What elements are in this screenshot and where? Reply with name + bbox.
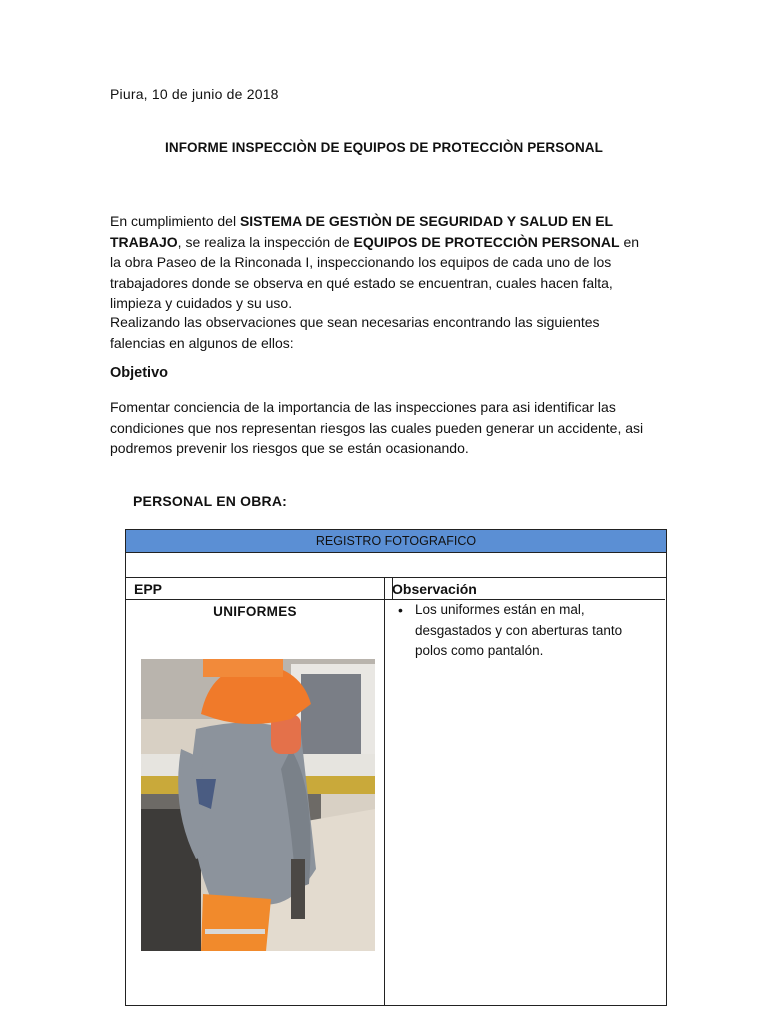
worker-uniform-photo: [141, 659, 375, 951]
row-label-uniformes: UNIFORMES: [213, 604, 297, 619]
column-header-observation: Observación: [385, 577, 665, 600]
intro-text-1: En cumplimiento del: [110, 213, 240, 229]
intro-paragraph-2: Realizando las observaciones que sean necesarias encontrando las siguientes falencias en algunos de ellos:: [110, 314, 600, 351]
intro-bold-2: EQUIPOS DE PROTECCIÒN PERSONAL: [353, 233, 620, 250]
table-column-divider: [384, 577, 385, 1005]
row-observation-uniformes: Los uniformes están en mal, desgastados y con aberturas tanto polos como pantalón.: [415, 602, 623, 658]
intro-text-3: en la obra Paseo de la Rinconada I, inspeccionando los equipos de cada uno de los trabajadores donde se observa en qué estado se encuentran, cuales hacen falta, limpieza y cuidados y su uso.: [110, 233, 640, 311]
intro-text-2: , se realiza la inspección de: [177, 233, 354, 250]
objective-heading: Objetivo: [110, 365, 169, 381]
personal-heading: PERSONAL EN OBRA:: [133, 493, 288, 509]
worker-photo-illustration: [141, 659, 375, 951]
column-header-epp: EPP: [126, 577, 393, 600]
table-header: REGISTRO FOTOGRAFICO: [126, 530, 666, 553]
document-title: INFORME INSPECCIÒN DE EQUIPOS DE PROTECCIÒN PERSONAL: [165, 140, 603, 155]
intro-paragraph: [110, 211, 650, 314]
bullet-icon: •: [398, 602, 403, 618]
table-empty-row: [126, 553, 666, 578]
objective-paragraph: Fomentar conciencia de la importancia de las inspecciones para asi identificar las condiciones que nos representan riesgos las cuales pueden generar un accidente, asi podremos prevenir los riesgos que se están ocasionando.: [110, 399, 644, 456]
intro-bold-1: SISTEMA DE GESTIÒN DE SEGURIDAD Y SALUD EN EL TRABAJO: [110, 213, 613, 250]
document-date: Piura, 10 de junio de 2018: [110, 86, 279, 102]
